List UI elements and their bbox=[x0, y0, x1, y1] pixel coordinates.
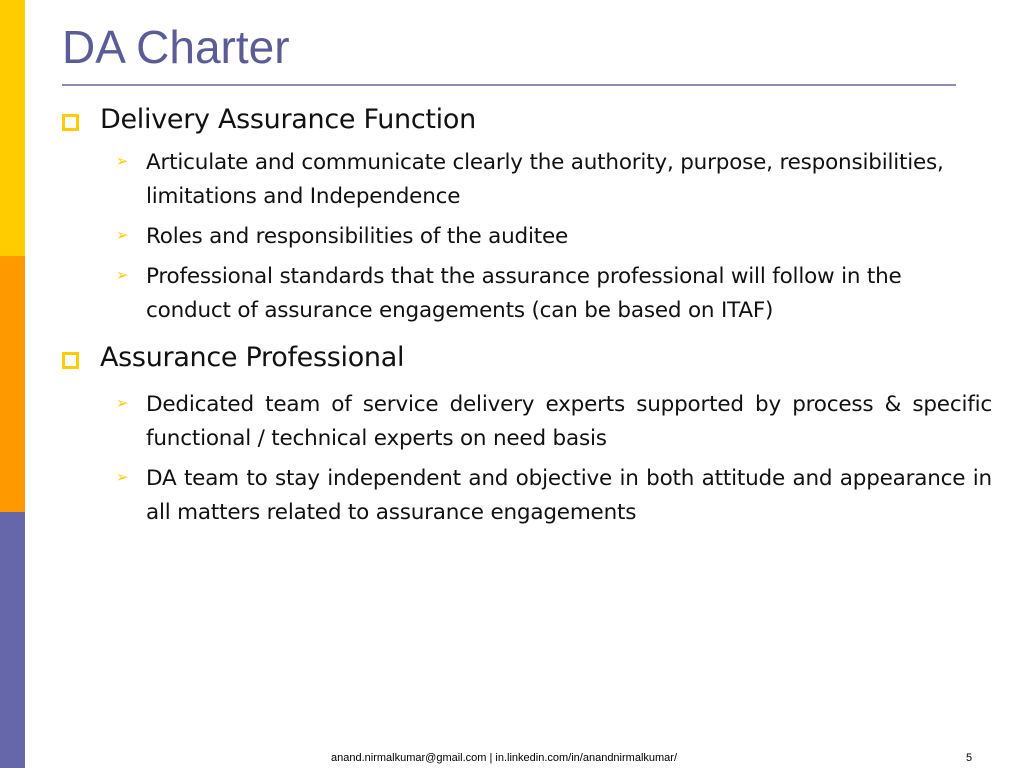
section-heading: Delivery Assurance Function bbox=[100, 104, 476, 135]
bullet-text: Professional standards that the assurance professional will follow in the conduct of assurance engagements (can be based on ITAF) bbox=[146, 264, 902, 323]
arrowhead-icon: ➢ bbox=[116, 468, 129, 486]
left-bar-yellow bbox=[0, 0, 25, 256]
arrowhead-icon: ➢ bbox=[116, 152, 129, 170]
bullet-item bbox=[62, 388, 992, 456]
left-bar-purple bbox=[0, 512, 25, 768]
section-heading-item bbox=[62, 100, 992, 140]
title-divider bbox=[62, 84, 956, 86]
bullet-text: Roles and responsibilities of the auditee bbox=[146, 224, 569, 249]
hollow-square-icon bbox=[62, 114, 79, 131]
section-heading-item bbox=[62, 338, 992, 378]
bullet-text: Articulate and communicate clearly the authority, purpose, responsibilities, limitations and Independence bbox=[146, 150, 944, 209]
bullet-item bbox=[62, 260, 992, 328]
footer-contact: anand.nirmalkumar@gmail.com | in.linkedin.com/in/anandnirmalkumar/ bbox=[331, 752, 678, 764]
bullet-item bbox=[62, 220, 992, 254]
arrowhead-icon: ➢ bbox=[116, 226, 129, 244]
bullet-text: DA team to stay independent and objective in both attitude and appearance in all matters related to assurance engagements bbox=[146, 466, 992, 525]
section-heading: Assurance Professional bbox=[100, 342, 405, 373]
bullet-item bbox=[62, 462, 992, 530]
hollow-square-icon bbox=[62, 352, 79, 369]
left-bar-orange bbox=[0, 256, 25, 512]
slide-content bbox=[62, 100, 992, 530]
slide-footer bbox=[0, 752, 1024, 768]
page-number: 5 bbox=[966, 752, 973, 764]
bullet-item bbox=[62, 146, 992, 214]
bullet-text: Dedicated team of service delivery experts supported by process & specific functional / technical experts on need basis bbox=[146, 392, 992, 451]
slide-title: DA Charter bbox=[62, 21, 290, 73]
arrowhead-icon: ➢ bbox=[116, 266, 129, 284]
arrowhead-icon: ➢ bbox=[116, 394, 129, 412]
